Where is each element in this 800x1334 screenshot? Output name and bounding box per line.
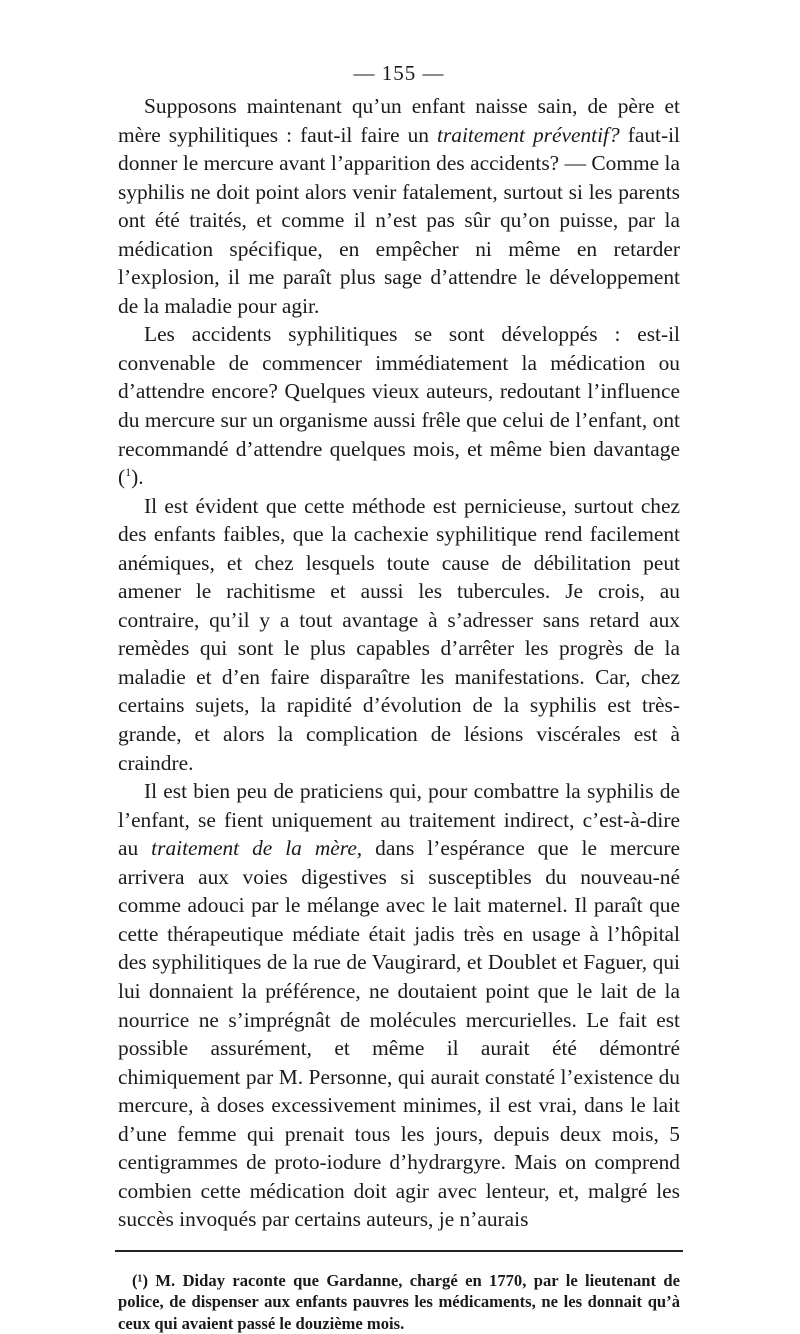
paragraph-1-emphasis: traitement préventif? xyxy=(437,122,620,147)
paragraph-4-emphasis: traitement de la mère, xyxy=(151,836,363,861)
paragraph-3 xyxy=(118,492,680,777)
paragraph-1 xyxy=(118,92,680,320)
book-page xyxy=(118,58,680,1334)
paragraph-2-text-b: ). xyxy=(131,465,144,490)
paragraph-4-text-a: Il est bien peu de praticiens qui, pour combattre la syphilis de l’enfant, se fient uniquement au traitement indirect, c’est-à-dire au xyxy=(118,779,680,861)
paragraph-2 xyxy=(118,320,680,491)
footnote: (¹) M. Diday raconte que Gardanne, chargé en 1770, par le lieutenant de police, de dispenser aux enfants pauvres les médicaments, ne les donnait qu’à ceux qui avaient passé le douzième mois. xyxy=(118,1270,680,1333)
paragraph-2-text-a: Les accidents syphilitiques se sont développés : est-il convenable de commencer immédiatement la médication ou d’attendre encore? Quelques vieux auteurs, redoutant l’influence du mercure sur un organisme aussi frêle que celui de l’enfant, ont recommandé d’attendre quelques mois, et même bien davantage ( xyxy=(118,322,680,490)
footnote-divider xyxy=(115,1250,683,1252)
footnote-reference: 1 xyxy=(125,464,132,479)
paragraph-1-text-a: Supposons maintenant qu’un enfant naisse sain, de père et mère syphilitiques : faut-il faire un xyxy=(118,94,680,147)
paragraph-3-text: Il est évident que cette méthode est pernicieuse, surtout chez des enfants faibles, que la cachexie syphilitique rend facilement anémiques, et chez lesquels toute cause de débilitation peut amener le rachitisme et aussi les tubercules. Je crois, au contraire, qu’il y a tout avantage à s’adresser sans retard aux remèdes qui sont le plus capables d’arrêter les progrès de la maladie et d’en faire disparaître les manifestations. Car, chez certains sujets, la rapidité d’évolution de la syphilis est très-grande, et alors la complication de lésions viscérales est à craindre. xyxy=(118,493,680,775)
paragraph-1-text-b: faut-il donner le mercure avant l’apparition des accidents? — Comme la syphilis ne doit point alors venir fatalement, surtout si les parents ont été traités, et comme il n’est pas sûr qu’on puisse, par la médication spécifique, en empêcher ni même en retarder l’explosion, il me paraît plus sage d’attendre le développement de la maladie pour agir. xyxy=(118,122,680,318)
page-number: — 155 — xyxy=(353,61,445,85)
paragraph-4 xyxy=(118,777,680,1234)
paragraph-4-text-b: dans l’espérance que le mercure arrivera aux voies digestives si susceptibles du nouveau-né comme adouci par le mélange avec le lait maternel. Il paraît que cette thérapeutique médiate était jadis très en usage à l’hôpital des syphilitiques de la rue de Vaugirard, et Doublet et Faguer, qui lui donnaient la préférence, ne doutaient point que le lait de la nourrice ne s’imprégnât de molécules mercurielles. Le fait est possible assurément, et même il aurait été démontré chimiquement par M. Personne, qui aurait constaté l’existence du mercure, à doses excessivement minimes, il est vrai, dans le lait d’une femme qui prenait tous les jours, depuis deux mois, 5 centigrammes de proto-iodure d’hydrargyre. Mais on comprend combien cette médication doit agir avec lenteur, et, malgré les succès invoqués par certains auteurs, je n’aurais xyxy=(118,836,680,1232)
